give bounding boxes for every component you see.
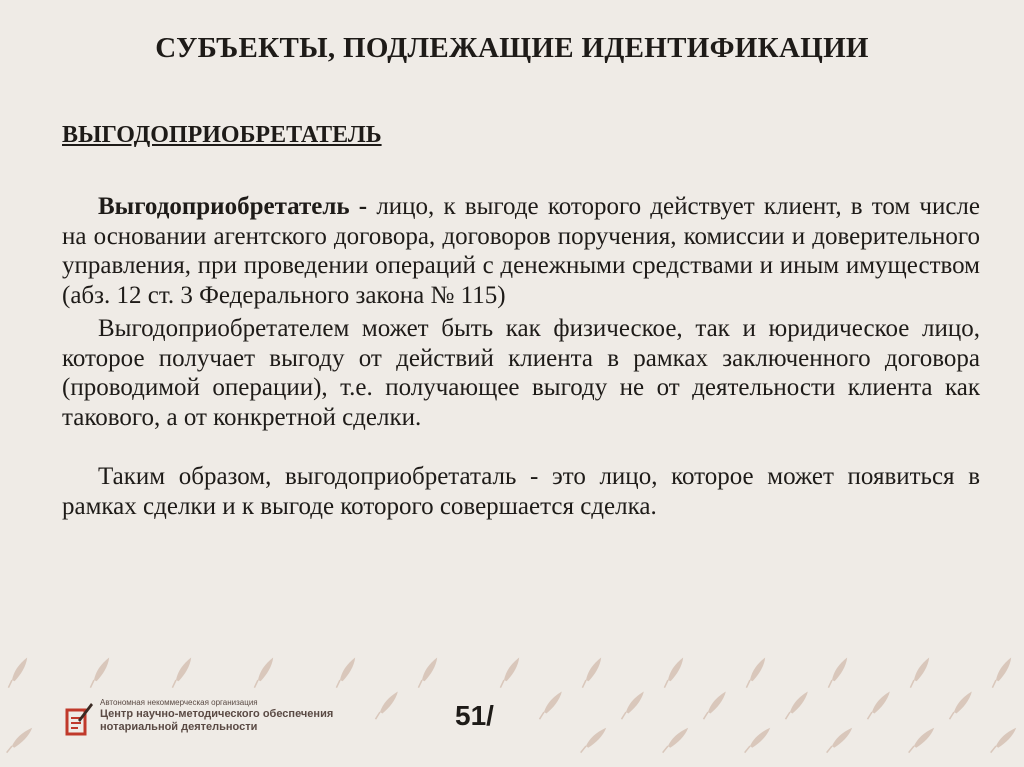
conclusion-paragraph: Таким образом, выгодоприобретаталь - это лицо, которое может появиться в рамках сделки и к выгоде которого совершается сделка.	[62, 463, 980, 520]
quill-decoration-icon	[821, 657, 855, 687]
quill-decoration-icon	[247, 657, 281, 687]
quill-decoration-icon	[742, 728, 772, 753]
section-subtitle: ВЫГОДОПРИОБРЕТАТЕЛЬ	[62, 122, 382, 148]
quill-decoration-icon	[578, 728, 608, 753]
slide-body	[62, 192, 980, 521]
slide-title: СУБЪЕКТЫ, ПОДЛЕЖАЩИЕ ИДЕНТИФИКАЦИИ	[155, 32, 869, 64]
definition-text: лицо, к выгоде которого действует клиент, в том числе на основании агентского договора, договоров поручения, комиссии и доверительного управления, при проведении операций с денежными средствами и иным имуществом (абз. 12 ст. 3 Федерального закона № 115)	[62, 193, 980, 309]
quill-decoration-icon	[863, 691, 895, 719]
organization-logo	[64, 698, 334, 746]
quill-decoration-icon	[945, 691, 977, 719]
quill-decoration-icon	[371, 691, 403, 719]
quill-decoration-icon	[83, 657, 117, 687]
quill-decoration-icon	[657, 657, 691, 687]
quill-decoration-icon	[4, 728, 34, 753]
quill-decoration-icon	[781, 691, 813, 719]
quill-decoration-icon	[824, 728, 854, 753]
quill-decoration-icon	[985, 657, 1019, 687]
quill-decoration-icon	[165, 657, 199, 687]
definition-term: Выгодоприобретатель -	[98, 193, 368, 220]
quill-decoration-icon	[903, 657, 937, 687]
organization-name	[100, 698, 333, 734]
page-number: 51/	[455, 700, 494, 731]
quill-decoration-icon	[988, 728, 1018, 753]
quill-decoration-icon	[329, 657, 363, 687]
quill-decoration-icon	[660, 728, 690, 753]
document-quill-icon	[64, 700, 94, 740]
org-line-2: Центр научно-методического обеспечения	[100, 708, 334, 720]
quill-decoration-icon	[575, 657, 609, 687]
org-line-3: нотариальной деятельности	[100, 721, 258, 733]
quill-decoration-icon	[906, 728, 936, 753]
quill-decoration-icon	[535, 691, 567, 719]
definition-paragraph	[62, 192, 980, 310]
quill-decoration-icon	[739, 657, 773, 687]
org-line-1: Автономная некоммерческая организация	[100, 698, 258, 707]
quill-decoration-icon	[411, 657, 445, 687]
quill-decoration-icon	[699, 691, 731, 719]
quill-decoration-icon	[1, 657, 35, 687]
quill-decoration-icon	[617, 691, 649, 719]
explanation-paragraph: Выгодоприобретателем может быть как физическое, так и юридическое лицо, которое получает выгоду от действий клиента в рамках заключенного договора (проводимой операции), т.е. получающее выгоду не от деятельности клиента как такового, а от конкретной сделки.	[62, 315, 980, 431]
quill-decoration-icon	[493, 657, 527, 687]
